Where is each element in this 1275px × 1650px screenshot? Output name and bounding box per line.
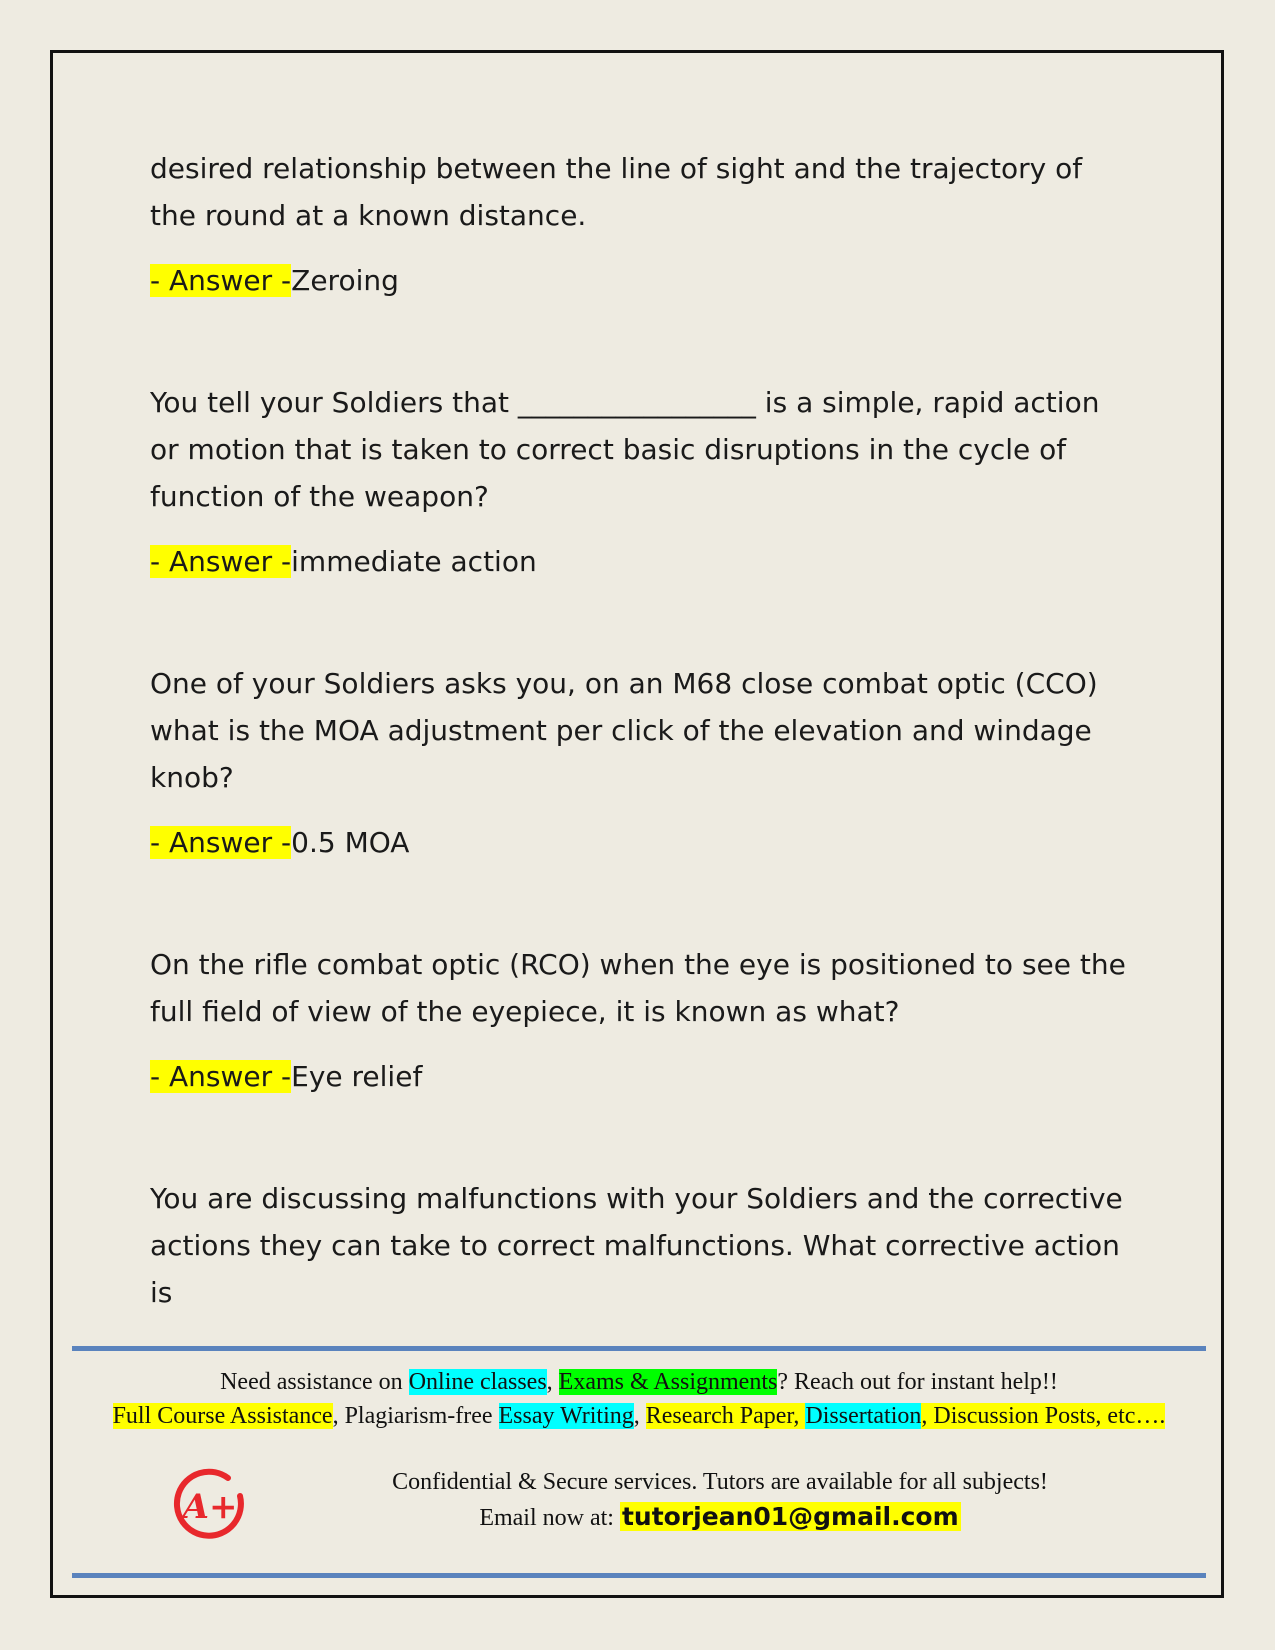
answer-line	[150, 1053, 1130, 1100]
answer-text: 0.5 MOA	[291, 826, 410, 859]
question-text: You tell your Soldiers that _________________ is a simple, rapid action or motion that is taken to correct basic disruptions in the cycle of function of the weapon?	[150, 386, 1100, 513]
qa-item	[150, 660, 1130, 866]
answer-text: Zeroing	[291, 264, 399, 297]
qa-item	[150, 145, 1130, 304]
footer-text: ? Reach out for instant help!!	[777, 1369, 1058, 1395]
essay-writing-highlight: Essay Writing	[498, 1403, 634, 1429]
answer-line	[150, 538, 1130, 585]
answer-text: Eye relief	[291, 1060, 423, 1093]
document-body	[150, 145, 1130, 1316]
question-text: One of your Soldiers asks you, on an M68 close combat optic (CCO) what is the MOA adjustment per click of the elevation and windage knob?	[150, 667, 1098, 794]
footer-email-line	[220, 1500, 1220, 1535]
research-paper-highlight: Research Paper,	[645, 1403, 806, 1429]
answer-label: - Answer -	[150, 1060, 292, 1093]
footer-text: ,	[546, 1369, 559, 1395]
footer-text: ,	[633, 1403, 646, 1429]
qa-item	[150, 941, 1130, 1100]
question-text: You are discussing malfunctions with your Soldiers and the corrective actions they can take to correct malfunctions. What corrective action is	[150, 1182, 1123, 1309]
footer-services-line	[72, 1400, 1206, 1432]
answer-label: - Answer -	[150, 264, 292, 297]
email-link[interactable]: tutorjean01@gmail.com	[621, 1502, 959, 1531]
qa-item	[150, 1175, 1130, 1316]
footer-confidential-line: Confidential & Secure services. Tutors are available for all subjects!	[392, 1469, 1048, 1495]
answer-line	[150, 257, 1130, 304]
discussion-posts-highlight: , Discussion Posts, etc….	[921, 1403, 1166, 1429]
footer-divider-top	[72, 1346, 1206, 1351]
exams-highlight: Exams & Assignments	[558, 1369, 778, 1395]
footer-divider-bottom	[72, 1573, 1206, 1578]
email-prefix: Email now at:	[479, 1505, 620, 1531]
full-course-highlight: Full Course Assistance	[112, 1403, 333, 1429]
footer-assistance-line	[72, 1366, 1206, 1398]
footer-text: Need assistance on	[220, 1369, 409, 1395]
answer-line	[150, 819, 1130, 866]
answer-label: - Answer -	[150, 545, 292, 578]
question-text: On the rifle combat optic (RCO) when the eye is positioned to see the full field of view of the eyepiece, it is known as what?	[150, 948, 1126, 1028]
logo-text: A+	[182, 1487, 238, 1527]
question-text: desired relationship between the line of sight and the trajectory of the round at a known distance.	[150, 152, 1083, 232]
answer-label: - Answer -	[150, 826, 292, 859]
dissertation-highlight: Dissertation	[805, 1403, 922, 1429]
answer-text: immediate action	[291, 545, 537, 578]
footer-text: , Plagiarism-free	[332, 1403, 499, 1429]
qa-item	[150, 379, 1130, 585]
online-classes-highlight: Online classes	[408, 1369, 547, 1395]
